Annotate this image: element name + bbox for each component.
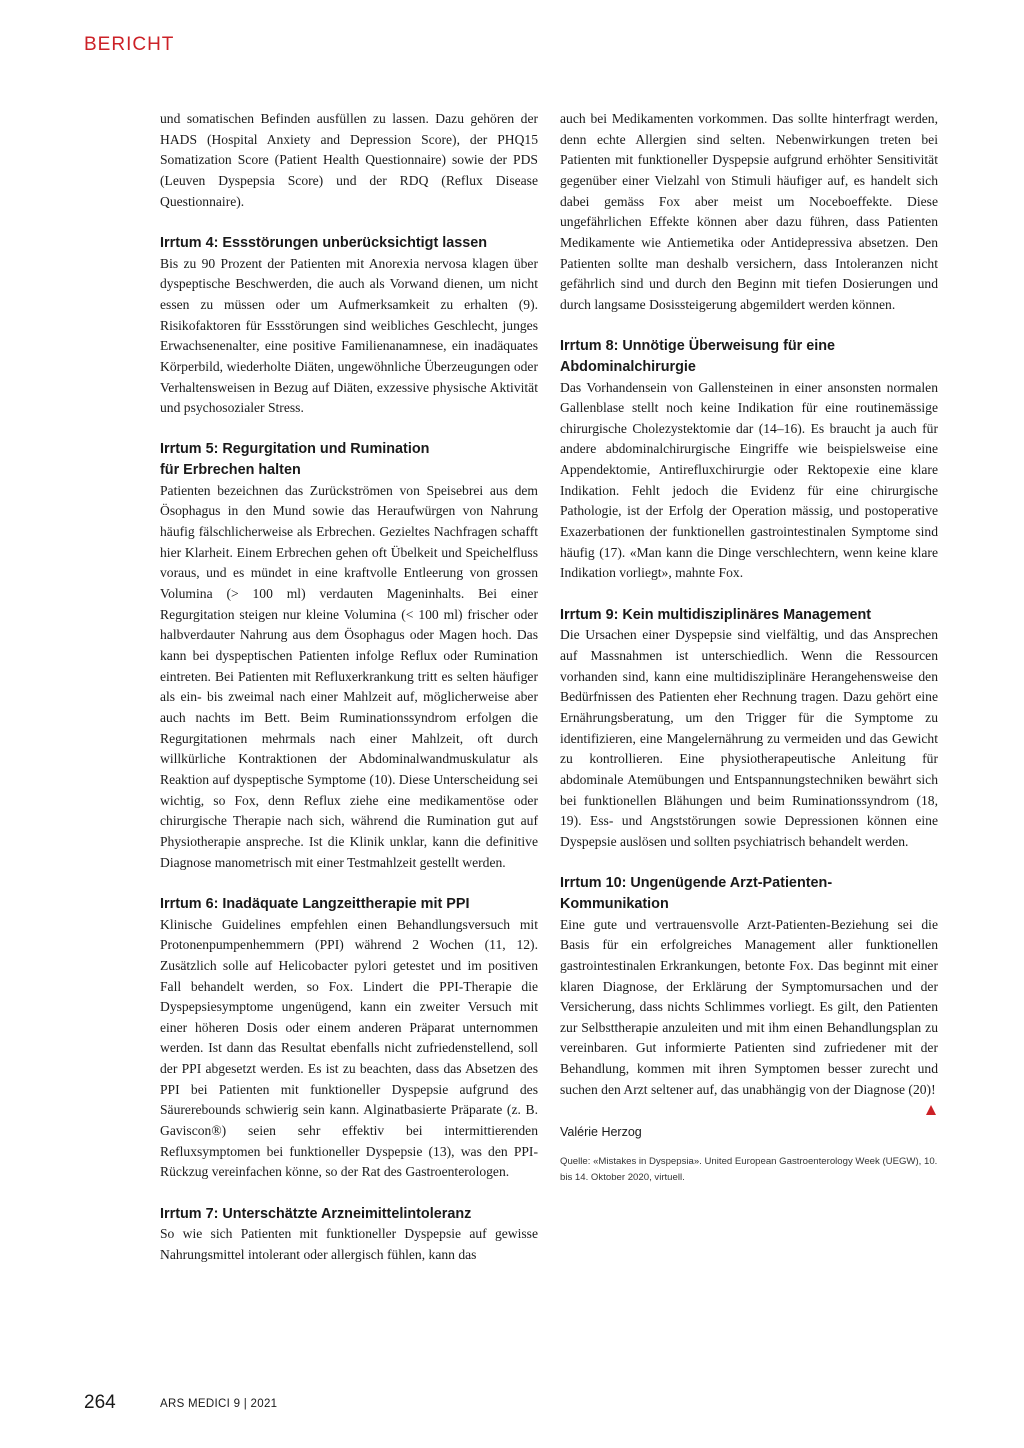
- heading-irrtum-9: Irrtum 9: Kein multidisziplinäres Management: [560, 606, 872, 623]
- heading-irrtum-5-line-2: für Erbrechen halten: [160, 462, 301, 479]
- journal-issue: ARS MEDICI 9 | 2021: [160, 1398, 278, 1410]
- body-irrtum-4: Bis zu 90 Prozent der Patienten mit Anorexia nervosa klagen über dyspeptische Beschwerden, die auch als Vorwand dienen, um nicht essen zu müssen oder um Aufmerksamkeit zu erhalten (9). Risikofaktoren für Essstörungen sind weibliches Geschlecht, junges Erwachsenenalter, eine positive Familienanamnese, ein inadäquates Körperbild, wiederholte Diäten, ungewöhnliche Überzeugungen oder Verhaltensweisen in Bezug auf Diäten, exzessive physische Aktivität und psychosozialer Stress.: [160, 255, 538, 416]
- right-intro-paragraph: auch bei Medikamenten vorkommen. Das sollte hinterfragt werden, denn echte Allergien sind selten. Nebenwirkungen treten bei Patienten mit funktioneller Dyspepsie aufgrund erhöhter Sensitivität gegenüber einer Vielzahl von Stimuli häufiger auf, es handelt sich dabei gemäss Fox aber meist um Noceboeffekte. Diese ungefährlichen Effekte können aber dazu führen, dass Patienten Medikamente wie Antiemetika oder Antidepressiva absetzen. Den Patienten sollte man deshalb versichern, dass Intoleranzen nicht gefährlich sind und durch den Beginn mit tiefen Dosierungen und durch langsame Dosissteigerung abgemildert werden können.: [560, 111, 938, 312]
- right-column: [560, 109, 938, 1186]
- heading-irrtum-8-line-1: Irrtum 8: Unnötige Überweisung für eine: [560, 338, 836, 355]
- body-irrtum-5: Patienten bezeichnen das Zurückströmen von Speisebrei aus dem Ösophagus in den Mund sowie das Heraufwürgen von Nahrung häufig fälschlicherweise als Erbrechen. Gezieltes Nachfragen schafft hier Klarheit. Einem Erbrechen gehen oft Übelkeit und Speichelfluss voraus, und es mündet in eine kraftvolle Entleerung von grossen Volumina (> 100 ml) verdauten Mageninhalts. Bei einer Regurgitation steigen nur kleine Volumina (< 100 ml) frischer oder halbverdauter Nahrung aus dem Ösophagus oder Magen hoch. Das kann bei dyspeptischen Patienten infolge Reflux oder Rumination eintreten. Bei Patienten mit Refluxerkrankung tritt es selten häufiger als ein- bis zweimal nach einer Mahlzeit auf, möglicherweise aber auch nachts im Bett. Beim Ruminationssyndrom erfolgen die Regurgitationen mehrmals nach einer Mahlzeit, oft durch willkürliche Kontraktionen der Abdominalwandmuskulatur als Reaktion auf dyspeptische Symptome (10). Diese Unterscheidung sei wichtig, so Fox, denn Reflux ziehe eine medikamentöse oder chirurgische Therapie nach sich, während die Rumination gut auf Physiotherapie anspreche. Ist die Klinik unklar, kann die definitive Diagnose manometrisch mit einer Testmahlzeit gestellt werden.: [160, 482, 538, 870]
- heading-irrtum-6: Irrtum 6: Inadäquate Langzeittherapie mit PPI: [160, 895, 470, 912]
- author-name: Valérie Herzog: [560, 1125, 642, 1140]
- heading-irrtum-7: Irrtum 7: Unterschätzte Arzneimittelintoleranz: [160, 1205, 472, 1222]
- heading-irrtum-5-line-1: Irrtum 5: Regurgitation und Rumination: [160, 441, 430, 458]
- body-irrtum-8: Das Vorhandensein von Gallensteinen in einer ansonsten normalen Gallenblase stellt noch keine Indikation für eine routinemässige chirurgische Cholezystektomie dar (14–16). Es braucht ja auch für andere abdominalchirurgische Eingriffe wie beispielsweise eine Appendektomie, Antirefluxchirurgie oder Rektopexie eine klare Indikation. Fehlt jedoch die Evidenz für eine chirurgische Pathologie, ist der Erfolg der Operation mässig, und postoperative Exazerbationen der funktionellen gastrointestinalen Symptome sind häufig (17). «Man kann die Dinge verschlechtern, wenn keine klare Indikation vorliegt», mahnte Fox.: [560, 379, 938, 581]
- heading-irrtum-4: Irrtum 4: Essstörungen unberücksichtigt lassen: [160, 234, 488, 251]
- heading-irrtum-8-line-2: Abdominalchirurgie: [560, 358, 696, 375]
- heading-irrtum-10-line-1: Irrtum 10: Ungenügende Arzt-Patienten-: [560, 875, 833, 892]
- section-label: BERICHT: [84, 34, 175, 55]
- body-irrtum-6: Klinische Guidelines empfehlen einen Behandlungsversuch mit Protonenpumpenhemmern (PPI) während 2 Wochen (11, 12). Zusätzlich solle auf Helicobacter pylori getestet und im positiven Fall behandelt werden, so Fox. Lindert die PPI-Therapie die Dyspepsiesymptome ungenügend, kann ein zweiter Versuch mit einer höheren Dosis oder einem anderen Präparat unternommen werden. Ist dann das Resultat ebenfalls nicht zufriedenstellend, soll der PPI abgesetzt werden. Es ist zu beachten, dass das Absetzen des PPI bei Patienten mit funktioneller Dyspepsie aufgrund des Säurerebounds schwierig sein kann. Alginatbasierte Präparate (z. B. Gaviscon®) seien sehr effektiv bei intermittierenden Refluxsymptomen bei funktioneller Dyspepsie (13), was den PPI-Rückzug vereinfachen könne, so der Rat des Gastroenterologen.: [160, 916, 538, 1180]
- body-irrtum-9: Die Ursachen einer Dyspepsie sind vielfältig, und das Ansprechen auf Massnahmen ist unterschiedlich. Wenn die Ressourcen vorhanden sind, kann eine multidisziplinäre Herangehensweise den Bedürfnissen des Patienten eher Rechnung tragen. Dazu gehört eine Ernährungsberatung, um den Trigger für die Symptome zu identifizieren, eine Mangelernährung zu vermeiden und das Gewicht zu kontrollieren. Eine physiotherapeutische Anleitung für abdominale Atemübungen und Entspannungstechniken bewährt sich bei funktionellen Blähungen und beim Ruminationssyndrom (18, 19). Ess- und Angststörungen sowie Depressionen können eine Dyspepsie auslösen und sollten psychiatrisch behandelt werden.: [560, 627, 938, 849]
- source-note: Quelle: «Mistakes in Dyspepsia». United European Gastroenterology Week (UEGW), 10. bis 14. Oktober 2020, virtuell.: [560, 1156, 938, 1184]
- left-column: [160, 109, 538, 1266]
- left-intro-paragraph: und somatischen Befinden ausfüllen zu lassen. Dazu gehören der HADS (Hospital Anxiety and Depression Score), der PHQ15 Somatization Score (Patient Health Questionnaire) sowie der PDS (Leuven Dyspepsia Score) und der RDQ (Reflux Disease Questionnaire).: [160, 111, 538, 209]
- body-irrtum-10-text: Eine gute und vertrauensvolle Arzt-Patienten-Beziehung sei die Basis für ein erfolgreiches Management aller funktionellen gastrointestinalen Erkrankungen, betonte Fox. Das beginnt mit einer klaren Diagnose, der Erklärung der Symptomursachen und der Versicherung, dass nichts Schlimmes vorliegt. Es gilt, den Patienten zur Selbsttherapie anzuleiten und mit ihm einen Behandlungsplan zu vereinbaren. Gut informierte Patienten sind zufriedener mit der Behandlung, kommen mit ihren Symptomen besser zurecht und suchen den Arzt seltener auf, das unabhängig von der Diagnose (20)!: [560, 916, 938, 1097]
- page-number: 264: [84, 1392, 116, 1413]
- body-irrtum-7: So wie sich Patienten mit funktioneller Dyspepsie auf gewisse Nahrungsmittel intolerant oder allergisch fühlen, kann das: [160, 1226, 538, 1263]
- red-triangle-icon: [926, 1105, 936, 1115]
- body-irrtum-10: [560, 915, 938, 1101]
- heading-irrtum-10-line-2: Kommunikation: [560, 895, 669, 912]
